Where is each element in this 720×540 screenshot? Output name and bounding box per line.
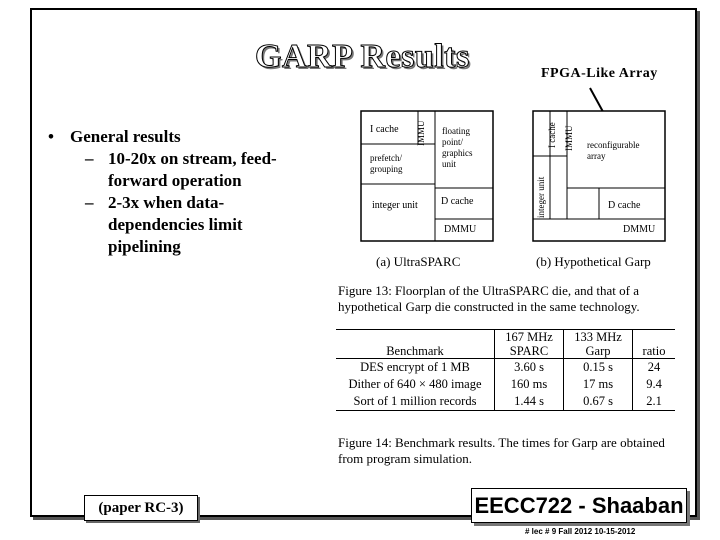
us-immu: IMMU xyxy=(416,120,426,146)
th-benchmark: Benchmark xyxy=(386,344,444,358)
us-dcache: D cache xyxy=(441,196,474,207)
cell-benchmark: DES encrypt of 1 MB xyxy=(336,359,495,377)
table-row xyxy=(336,393,675,411)
cell-benchmark: Dither of 640 × 480 image xyxy=(348,377,482,391)
cell-sparc: 1.44 s xyxy=(495,393,564,411)
figure14-caption-1: Figure 14: Benchmark results. The times for Garp are obtained xyxy=(338,435,665,450)
us-floating-3: graphics xyxy=(442,148,473,158)
garp-dcache: D cache xyxy=(608,200,641,211)
garp-reconfig-1: reconfigurable xyxy=(587,140,640,150)
dash: – xyxy=(85,149,94,168)
cell-garp: 17 ms xyxy=(564,376,633,393)
th-empty xyxy=(336,330,495,345)
bullet-text: General results xyxy=(70,127,181,146)
cell-benchmark: Sort of 1 million records xyxy=(336,393,495,411)
us-integer: integer unit xyxy=(372,200,418,211)
cell-sparc: 3.60 s xyxy=(495,359,564,377)
figure13-caption-2: hypothetical Garp die constructed in the same technology. xyxy=(338,299,640,314)
cell-ratio: 2.1 xyxy=(633,393,676,411)
sub-bullet-2-line3: pipelining xyxy=(108,237,181,256)
course-badge: EECC722 - Shaaban xyxy=(471,488,687,523)
garp-integer: integer unit xyxy=(536,176,546,218)
figure14-caption-2: from program simulation. xyxy=(338,451,472,466)
fpga-label: FPGA-Like Array xyxy=(541,66,658,81)
sub-bullet-1-line2: forward operation xyxy=(108,171,242,190)
figure13-caption-1: Figure 13: Floorplan of the UltraSPARC die, and that of a xyxy=(338,283,640,298)
dash: – xyxy=(85,193,94,212)
lecture-meta: # lec # 9 Fall 2012 10-15-2012 xyxy=(525,527,636,536)
us-prefetch-1: prefetch/ xyxy=(370,153,402,163)
sub-bullet-2-line2: dependencies limit xyxy=(108,215,243,234)
sub-bullet-2-line1: 2-3x when data- xyxy=(108,193,225,212)
cell-ratio: 9.4 xyxy=(633,376,676,393)
table-row xyxy=(336,359,675,377)
cell-garp: 0.67 s xyxy=(564,393,633,411)
bullet-dot: • xyxy=(48,127,54,146)
ultrasparc-die xyxy=(361,111,493,241)
us-dmmu: DMMU xyxy=(444,224,477,235)
table-row xyxy=(336,376,675,393)
th-sparc: SPARC xyxy=(495,344,564,359)
th-garp-mhz: 133 MHz xyxy=(564,330,633,345)
garp-die xyxy=(533,111,665,241)
slide-title: GARP Results xyxy=(255,38,470,75)
us-floating-4: unit xyxy=(442,159,457,169)
cell-sparc: 160 ms xyxy=(495,376,564,393)
benchmark-table xyxy=(336,329,675,411)
paper-reference: (paper RC-3) xyxy=(84,495,198,521)
cell-garp: 0.15 s xyxy=(564,359,633,377)
th-garp: Garp xyxy=(564,344,633,359)
garp-dmmu: DMMU xyxy=(623,224,656,235)
us-icache: I cache xyxy=(370,124,399,135)
us-floating-1: floating xyxy=(442,126,470,136)
us-prefetch-2: grouping xyxy=(370,164,403,174)
th-ratio: ratio xyxy=(633,344,676,359)
sub-bullet-1-line1: 10-20x on stream, feed- xyxy=(108,149,277,168)
th-ratio-empty xyxy=(633,330,676,345)
label-ultrasparc: (a) UltraSPARC xyxy=(376,254,461,269)
us-floating-2: point/ xyxy=(442,137,464,147)
garp-reconfig-2: array xyxy=(587,151,606,161)
floorplan-figure xyxy=(358,106,698,276)
garp-icache: I cache xyxy=(547,122,557,148)
garp-immu: IMMU xyxy=(564,125,574,151)
label-garp: (b) Hypothetical Garp xyxy=(536,254,651,269)
th-sparc-mhz: 167 MHz xyxy=(495,330,564,345)
cell-ratio: 24 xyxy=(633,359,676,377)
